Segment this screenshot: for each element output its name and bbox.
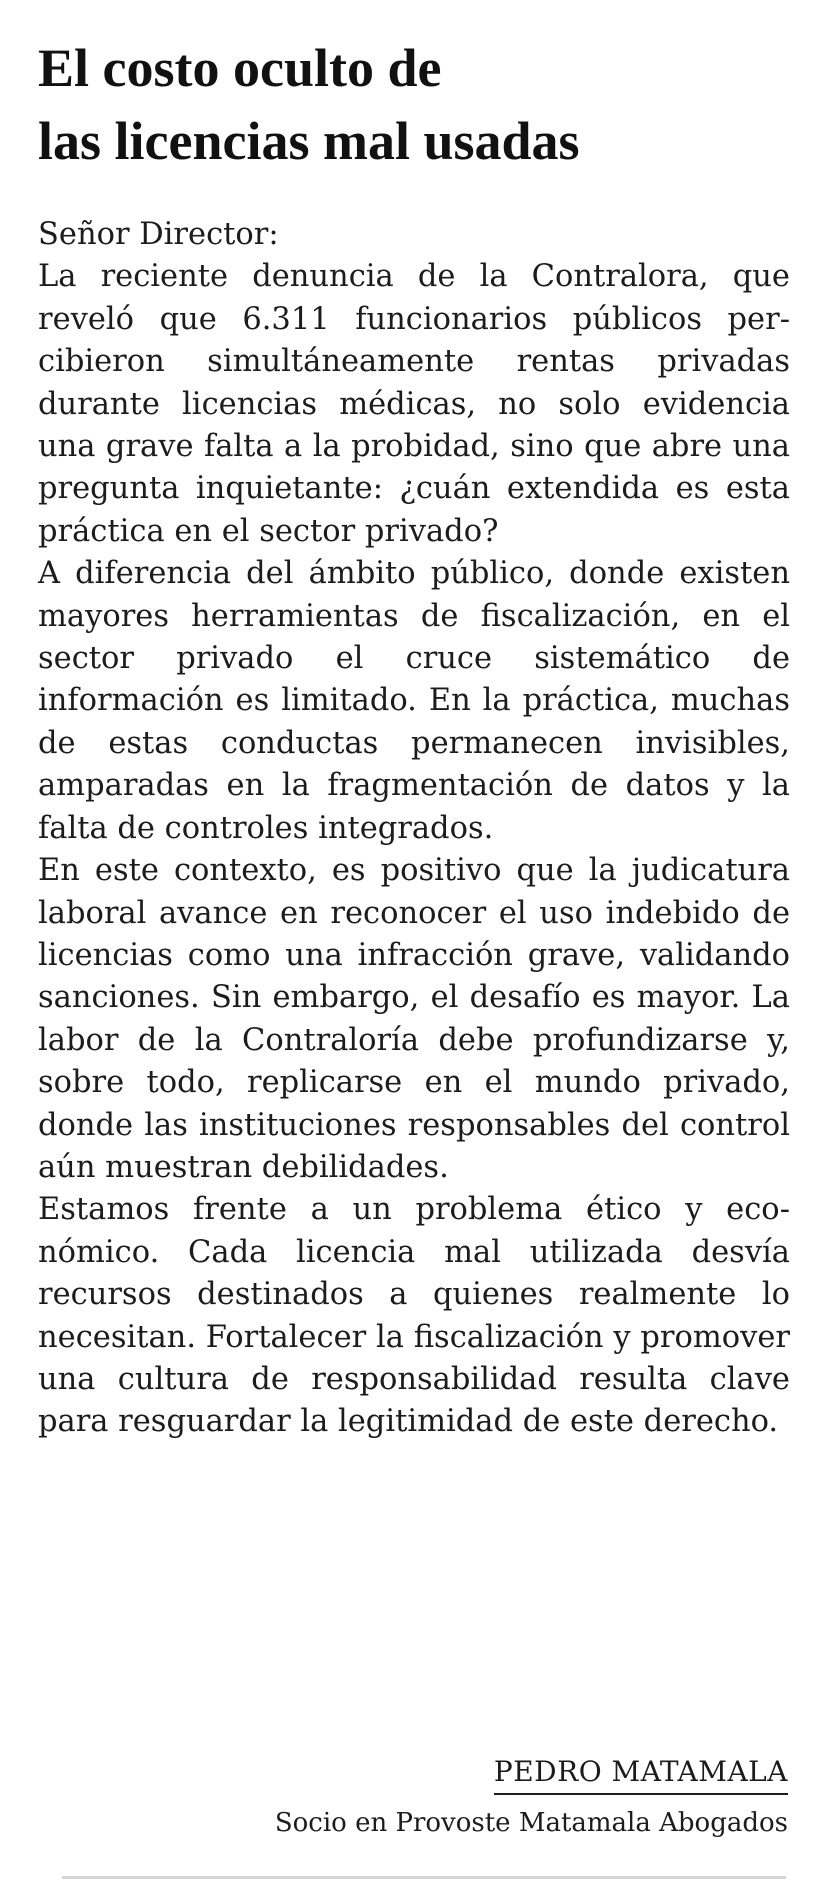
- signature-block: [275, 1752, 788, 1845]
- headline-line-2: las licencias mal usadas: [38, 111, 580, 171]
- author-name: PEDRO MATAMALA: [494, 1752, 788, 1795]
- paragraph-3: En este contexto, es positivo que la judicatura laboral avance en reconocer el uso indebido de licencias como una infracción grave, validando sanciones. Sin embargo, el desafío es mayor. La labor de la Contraloría debe profundizarse y, sobre todo, replicarse en el mundo privado, donde las instituciones responsables del control aún muestran debilidades.: [38, 853, 790, 1185]
- paragraph-2: A diferencia del ámbito público, donde existen mayores herramientas de fiscalización, en el sector privado el cruce sistemático de información es limitado. En la práctica, muchas de estas conductas permanecen invisibles, amparadas en la fragmentación de datos y la falta de controles integrados.: [38, 556, 790, 846]
- author-role: Socio en Provoste Matamala Abogados: [274, 1808, 788, 1838]
- paragraph-4: Estamos frente a un problema ético y económico. Cada licencia mal utilizada desvía recursos destinados a quienes realmente lo necesitan. Fortalecer la fiscalización y promover una cultura de responsabilidad resulta clave para resguardar la legitimidad de este derecho.: [38, 1192, 790, 1440]
- letter-body: [38, 214, 790, 1444]
- headline-line-1: El costo oculto de: [38, 38, 442, 98]
- bottom-divider: [62, 1876, 786, 1879]
- paragraph-1: La reciente denuncia de la Contralora, que reveló que 6.311 funcionarios públicos percibieron simultáneamente rentas privadas durante licencias médicas, no solo evidencia una grave falta a la probidad, sino que abre una pregunta inquietante: ¿cuán extendida es esta práctica en el sector privado?: [38, 259, 790, 549]
- headline: [38, 32, 798, 178]
- salutation: Señor Director:: [38, 217, 279, 252]
